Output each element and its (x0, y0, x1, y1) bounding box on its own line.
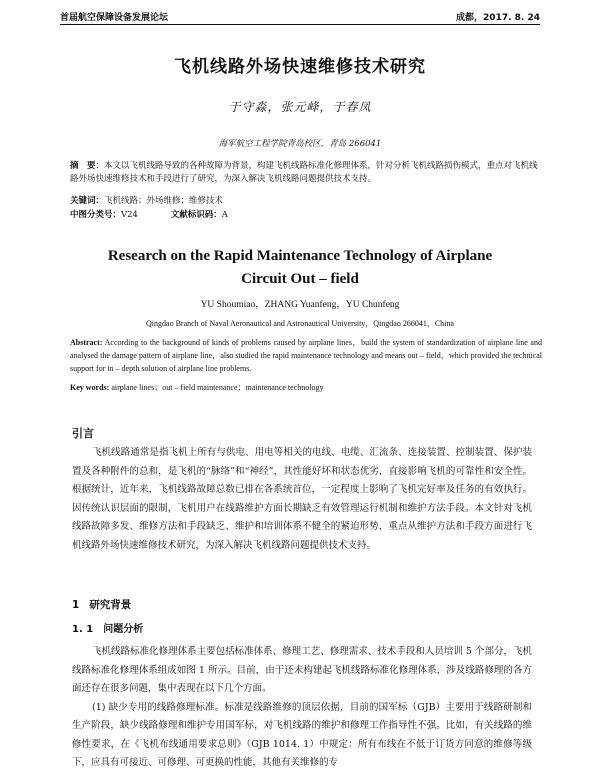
paper-title-cn: 飞机线路外场快速维修技术研究 (174, 57, 426, 77)
section-1-1-paragraph-1: 飞机线路标准化修理体系主要包括标准体系、修理工艺、修理需求、技术手段和人员培训 5 个部分，飞机线路标准化修理体系组成如图 1 所示。目前，由于还未构建起飞机线路标准化修理体系，涉及线路修理的各方面还存在很多问题，集中表现在以下几个方面。 (72, 646, 532, 694)
running-header (60, 8, 540, 25)
classification-cn (70, 208, 542, 220)
section-1-1-number: 1. 1 (72, 624, 94, 635)
title-en-line2: Circuit Out – field (241, 271, 359, 287)
keywords-en-text: airplane lines；out – field maintenance；maintenance technology (111, 383, 324, 392)
authors-cn: 于守淼，张元峰，于春凤 (228, 100, 372, 114)
intro-paragraph: 飞机线路通常是指飞机上所有与供电、用电等相关的电线、电缆、汇流条、连接装置、控制装置、保护装置及各种附件的总和，是飞机的“脉络”和“神经”，其性能好坏和状态优劣，直接影响飞机的可靠性和安全性。根据统计，近年来，飞机线路故障总数已排在各系统首位，一定程度上影响了飞机完好率及任务的有效执行。因传统认识层面的限制，飞机用户在线路维护方面长期缺乏有效管理运行机制和维护方法手段。本文针对飞机线路故障多发、维修方法和手段缺乏、维护和培训体系不健全的紧迫形势，重点从维护方法和手段方面进行飞机线路外场快速维修技术研究，为深入解决飞机线路问题提供技术支持。 (72, 447, 532, 551)
intro-heading: 引言 (72, 427, 94, 440)
keywords-en (70, 382, 542, 393)
abstract-en (70, 336, 542, 375)
abstract-cn-label: 摘 要： (70, 161, 105, 171)
section-1-number: 1 (72, 599, 80, 611)
affiliation-en: Qingdao Branch of Naval Aeronautical and Astronautical University，Qingdao 266041，China (146, 319, 454, 328)
section-1-1-paragraph-2: (1) 缺少专用的线路修理标准。标准是线路维修的顶层依据，目前的国军标（GJB）主要用于线路研制和生产阶段，缺少线路修理和维护专用国军标，对飞机线路的维护和修理工作指导性不强。比如，有关线路的维修性要求，在《飞机布线通用要求总则》（GJB 1014. 1）中规定：所有布线在不低于订货方同意的维修等级下，应具有可接近、可修理、可更换的性能，其他有关维修的专 (72, 701, 532, 768)
keywords-cn-text: 飞机线路；外场维修；维修技术 (104, 196, 224, 206)
location-date: 成都，2017. 8. 24 (456, 13, 540, 23)
section-1-title: 研究背景 (89, 599, 132, 611)
title-en-line1: Research on the Rapid Maintenance Technology of Airplane (107, 248, 493, 264)
abstract-en-text: According to the background of kinds of problems caused by airplane lines，build the system of standardization of airplane line and analysed the damage pattern of airplane line，also studied the rapid maintenance technology and means out – field，which provided the technical support for in – depth solution of airplane line problems. (70, 338, 542, 373)
section-1-1-heading (72, 620, 143, 635)
abstract-cn (70, 160, 542, 186)
keywords-cn (70, 194, 542, 206)
keywords-cn-label: 关键词： (70, 196, 105, 206)
section-1-1-title: 问题分析 (103, 624, 144, 635)
doc-code-value: A (221, 210, 228, 220)
paper-title-en (0, 245, 600, 291)
abstract-cn-text: 本文以飞机线路导致的各种故障为背景，构建飞机线路标准化修理体系，针对分析飞机线路损伤模式，重点对飞机线路外场快速维修技术和手段进行了研究，为深入解决飞机线路问题提供技术支持。 (70, 161, 538, 184)
journal-name: 首届航空保障设备发展论坛 (60, 13, 169, 23)
keywords-en-label: Key words: (70, 383, 110, 392)
section-1-1-body (72, 643, 532, 768)
affiliation-cn: 海军航空工程学院青岛校区，青岛 266041 (218, 139, 382, 149)
section-1-heading (72, 597, 131, 612)
authors-en: YU Shoumiao，ZHANG Yuanfeng，YU Chunfeng (200, 300, 400, 310)
abstract-en-label: Abstract: (70, 338, 103, 347)
class-label: 中图分类号： (70, 210, 122, 220)
doc-code-label: 文献标识码： (170, 210, 222, 220)
class-value: V24 (121, 210, 138, 220)
